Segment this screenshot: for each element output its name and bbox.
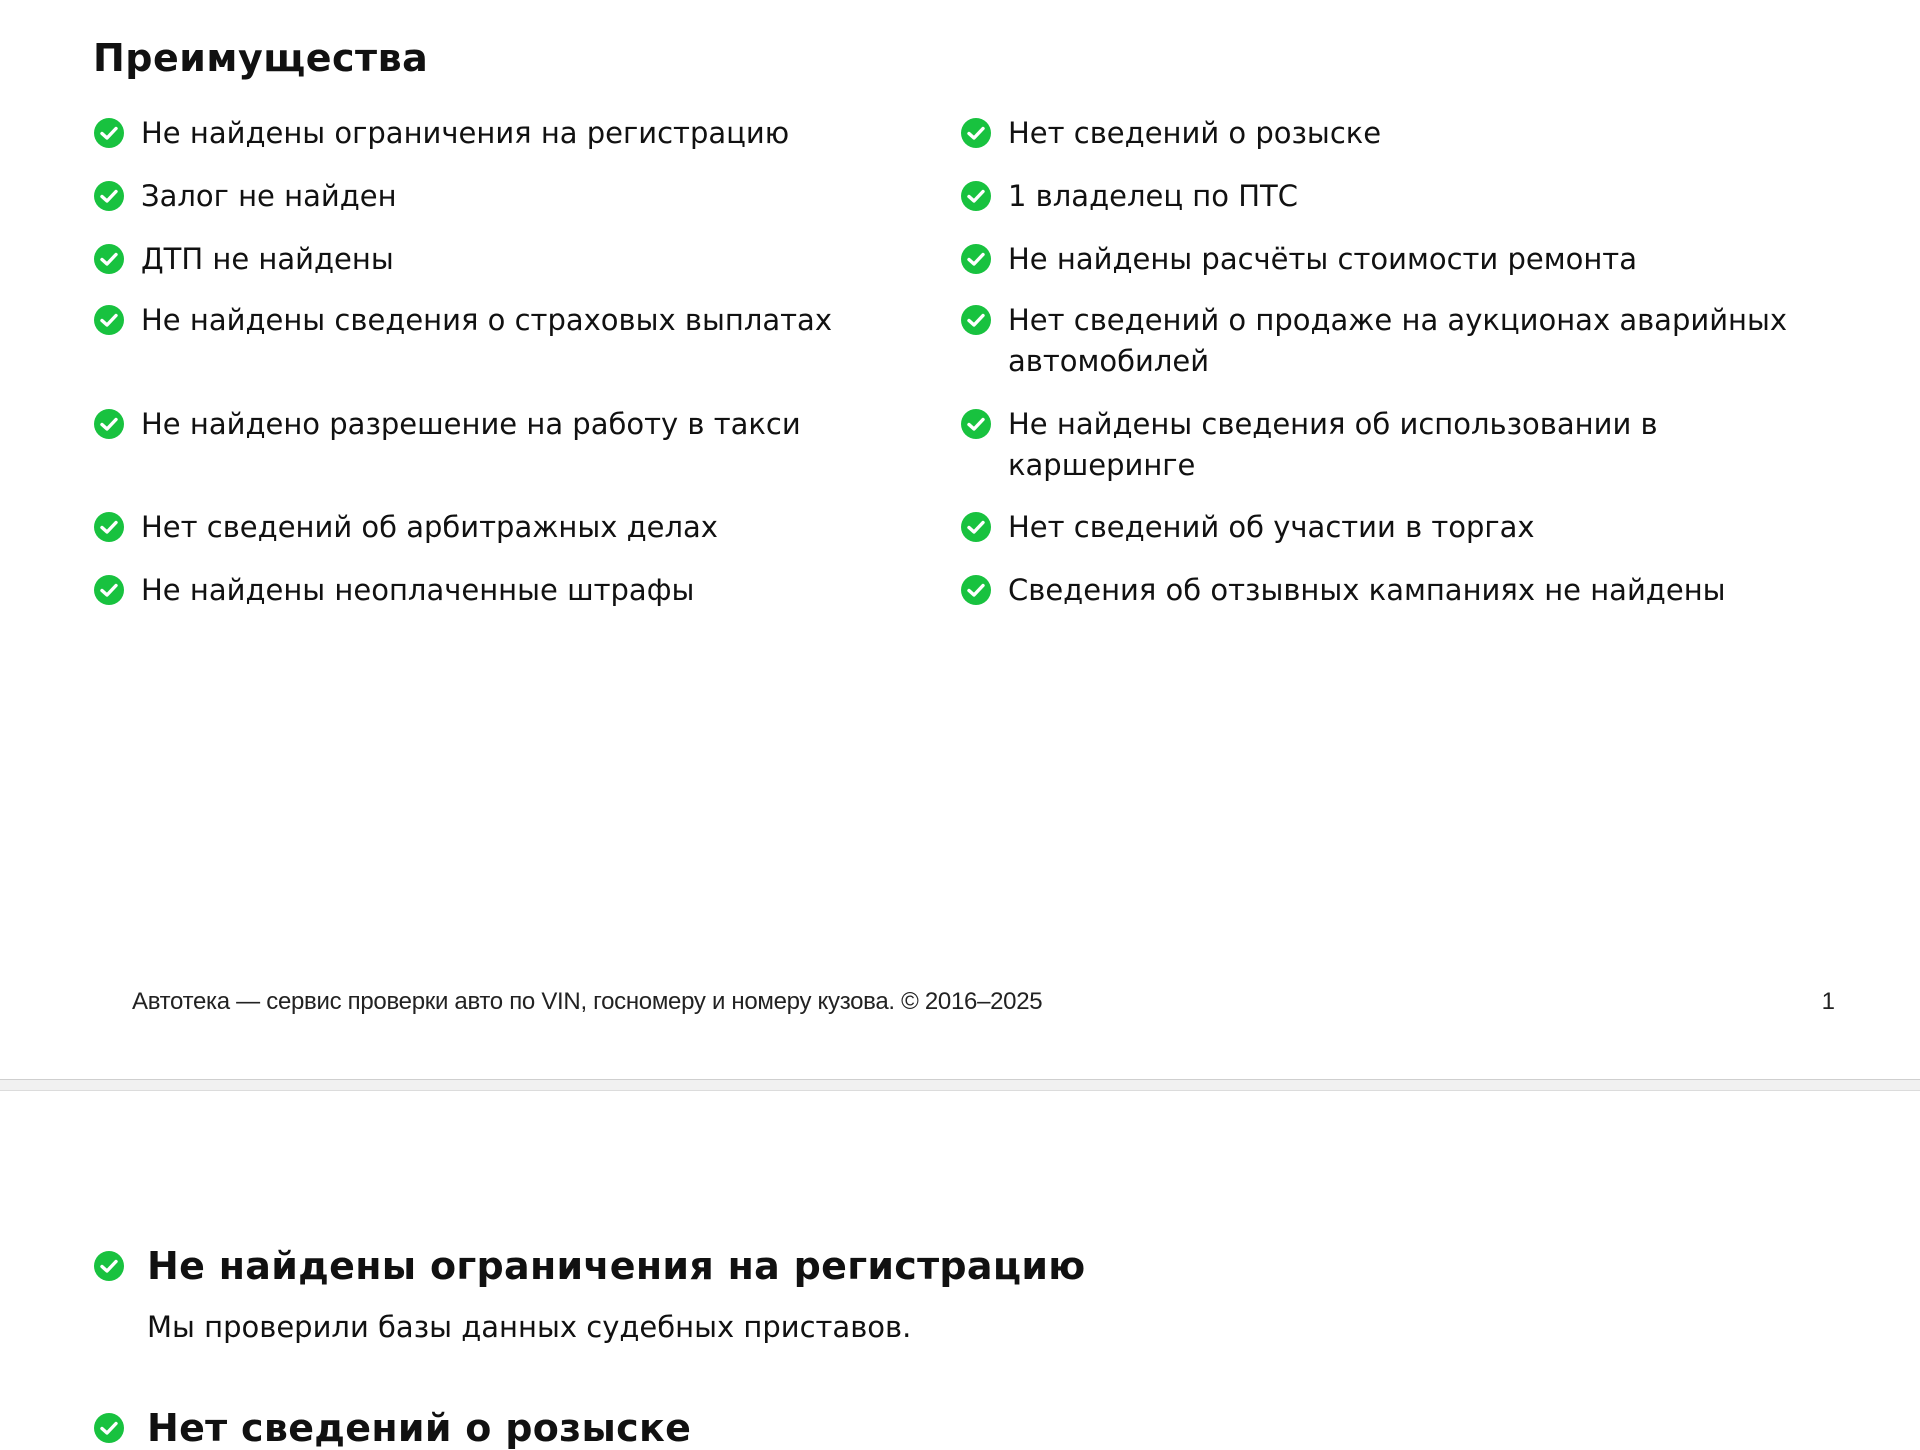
advantage-item [93,300,943,404]
section-title: Не найдены ограничения на регистрацию [147,1244,1086,1288]
page-separator [0,1079,1920,1091]
check-circle-icon [93,243,125,275]
check-circle-icon [93,1412,125,1444]
check-circle-icon [960,408,992,440]
check-circle-icon [93,408,125,440]
report-page-2 [0,1092,1920,1450]
section-heading [93,1244,1086,1288]
advantage-item-label: Не найдены ограничения на регистрацию [141,116,790,150]
advantage-item-label: Не найдены расчёты стоимости ремонта [1008,242,1637,276]
advantage-item [93,239,943,300]
check-circle-icon [93,574,125,606]
advantage-item [960,507,1860,570]
advantage-item-label: Нет сведений о продаже на аукционах аварийных автомобилей [1008,303,1788,378]
advantage-item [960,404,1860,507]
advantage-item-label: Сведения об отзывных кампаниях не найдены [1008,573,1726,607]
check-circle-icon [960,511,992,543]
advantage-item [960,113,1860,176]
check-circle-icon [960,243,992,275]
advantage-item-label: Нет сведений о розыске [1008,116,1382,150]
advantages-right-column [960,113,1860,633]
advantage-item-label: Не найдены неоплаченные штрафы [141,573,695,607]
section-description: Мы проверили базы данных судебных приставов. [147,1310,912,1344]
page-number: 1 [1821,988,1835,1015]
advantage-item-label: Не найдены сведения об использовании в каршеринге [1008,407,1658,482]
check-circle-icon [93,511,125,543]
advantage-item-label: Не найдены сведения о страховых выплатах [141,303,832,337]
advantage-item-label: ДТП не найдены [141,242,394,276]
check-circle-icon [93,304,125,336]
advantage-item-label: Нет сведений об арбитражных делах [141,510,718,544]
advantage-item [93,570,943,633]
check-circle-icon [960,117,992,149]
advantage-item [960,300,1860,404]
check-circle-icon [960,180,992,212]
page-footer-text: Автотека — сервис проверки авто по VIN, госномеру и номеру кузова. © 2016–2025 [132,988,1043,1015]
advantage-item [960,570,1860,633]
check-circle-icon [93,1250,125,1282]
advantage-item [93,176,943,239]
advantage-item [93,507,943,570]
advantage-item-label: Не найдено разрешение на работу в такси [141,407,801,441]
check-circle-icon [93,180,125,212]
advantage-item [93,113,943,176]
advantages-left-column [93,113,943,633]
advantage-item-label: Нет сведений об участии в торгах [1008,510,1535,544]
check-circle-icon [960,574,992,606]
check-circle-icon [93,117,125,149]
advantage-item [960,176,1860,239]
section-heading [93,1406,691,1450]
advantage-item-label: 1 владелец по ПТС [1008,179,1298,213]
advantage-item-label: Залог не найден [141,179,397,213]
advantage-item [960,239,1860,300]
section-title: Нет сведений о розыске [147,1406,692,1450]
check-circle-icon [960,304,992,336]
page-title: Преимущества [93,36,429,80]
advantage-item [93,404,943,507]
